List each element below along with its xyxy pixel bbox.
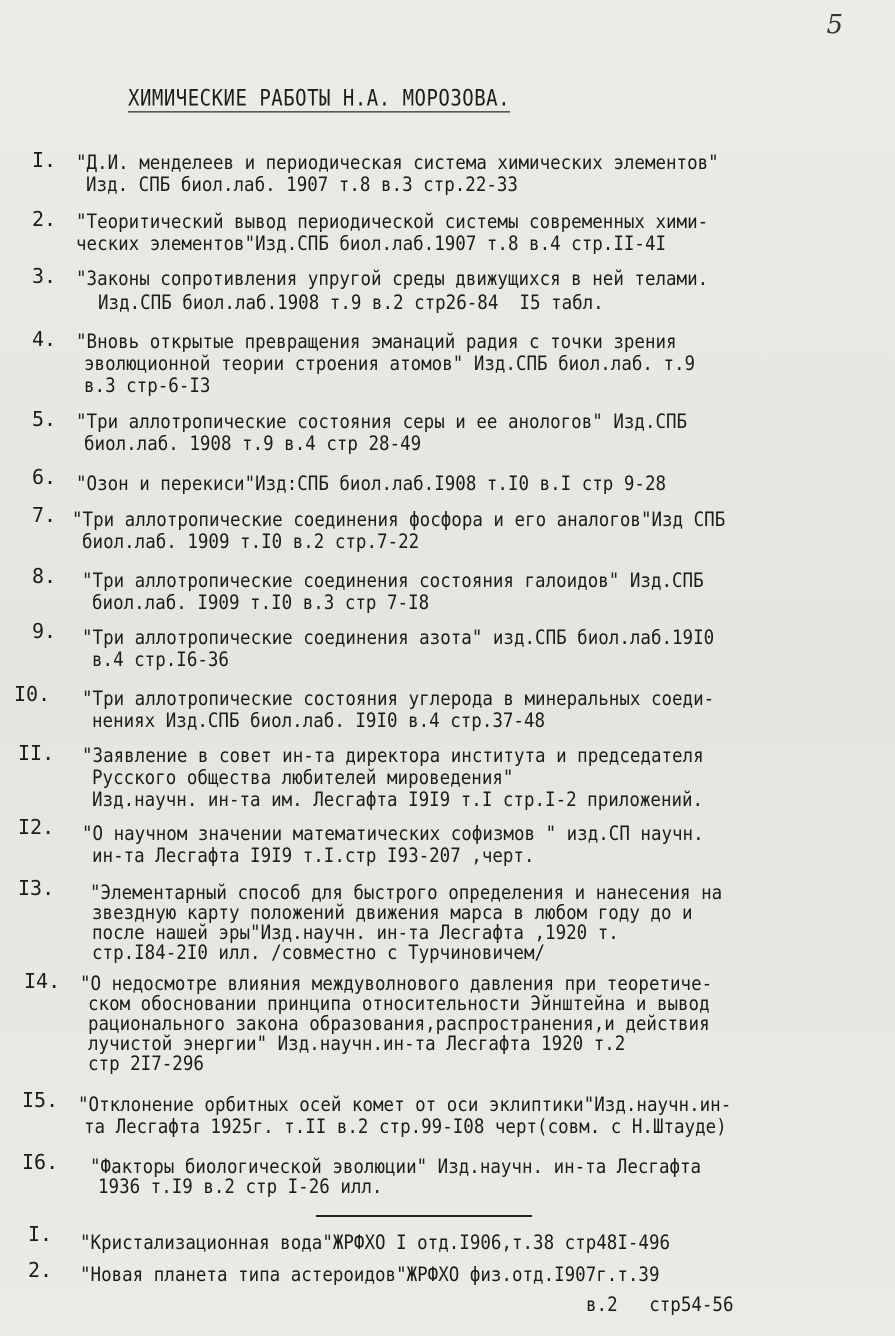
entry-line: "О недосмотре влияния междуволнового давления при теоретиче- [80,973,713,996]
entry-line: лучистой энергии" Изд.научн.ин-та Лесгафта 1920 т.2 [88,1033,626,1056]
entry-line: биол.лаб. 1908 т.9 в.4 стр 28-49 [84,433,422,456]
entry-number: 5. [32,407,57,431]
entry-line: ин-та Лесгафта I9I9 т.I.стр I93-207 ,черт. [92,845,535,868]
entry-line: "Новая планета типа астероидов"ЖРФХО физ.отд.I907г.т.39 [80,1264,660,1287]
entry-number: I3. [18,876,55,900]
entry-line: "Три аллотропические соединения фосфора и его аналогов"Изд СПБ [72,509,726,532]
entry-line: в.4 стр.I6-36 [92,649,229,672]
entry-line: 1936 т.I9 в.2 стр I-26 илл. [98,1176,383,1199]
entry-line: "Элементарный способ для быстрого определения и нанесения на [90,882,723,905]
entry-line: рационального закона образования,распространения,и действия [88,1013,710,1036]
entry-number: 4. [32,327,57,351]
entry-number: 6. [32,465,57,489]
entry-line: "Вновь открытые превращения эманаций радия с точки зрения [76,331,677,354]
entry-line: ческих элементов"Изд.СПБ биол.лаб.1907 т.8 в.4 стр.II-4I [76,233,667,256]
entry-number: I0. [14,682,51,706]
entry-line: Изд.научн. ин-та им. Лесгафта I9I9 т.I стр.I-2 приложений. [92,789,704,812]
entry-line: биол.лаб. 1909 т.I0 в.2 стр.7-22 [82,531,420,554]
entry-line: в.2 стр54-56 [586,1294,734,1317]
entry-line: "Три аллотропические состояния серы и ее анологов" Изд.СПБ [76,411,688,434]
entry-number: 8. [32,564,57,588]
entry-number: 9. [32,619,57,643]
entry-line: биол.лаб. I909 т.I0 в.3 стр 7-I8 [92,592,430,615]
entry-line: звездную карту положений движения марса в любом году до и [92,902,693,925]
entry-line: после нашей эры"Изд.научн. ин-та Лесгафта ,1920 т. [92,922,619,945]
entry-line: нениях Изд.СПБ биол.лаб. I9I0 в.4 стр.37-48 [92,710,546,733]
entry-line: "Д.И. менделеев и периодическая система химических элементов" [76,152,719,175]
entry-line: ском обосновании принципа относительности Эйнштейна и вывод [88,993,710,1016]
entry-number: 2. [32,207,57,231]
entry-line: стр.I84-2I0 илл. /совместно с Турчиновичем/ [92,942,546,965]
page-title: ХИМИЧЕСКИЕ РАБОТЫ Н.А. МОРОЗОВА. [128,86,511,112]
entry-line: в.3 стр-6-I3 [84,375,211,398]
entry-line: "Озон и перекиси"Изд:СПБ биол.лаб.I908 т.I0 в.I стр 9-28 [76,473,667,496]
entry-line: "Факторы биологической эволюции" Изд.научн. ин-та Лесгафта [90,1156,702,1179]
entry-line: Изд. СПБ биол.лаб. 1907 т.8 в.3 стр.22-33 [86,174,518,197]
entry-number: I4. [24,969,61,993]
entry-number: I2. [18,815,55,839]
entry-line: Изд.СПБ биол.лаб.1908 т.9 в.2 стр26-84 I5 табл. [98,292,604,315]
entry-line: эволюционной теории строения атомов" Изд.СПБ биол.лаб. т.9 [84,353,696,376]
entry-number: 7. [32,503,57,527]
entry-number: 3. [32,264,57,288]
entry-line: "О научном значении математических софизмов " изд.СП научн. [82,823,704,846]
entry-number: II. [18,741,55,765]
page-number: 5 [826,10,843,40]
entry-line: "Законы сопротивления упругой среды движущихся в ней телами. [76,268,709,291]
entry-number: I. [28,1222,53,1246]
entry-number: I6. [22,1150,59,1174]
entry-line: "Кристализационная вода"ЖРФХО I отд.I906,т.38 стр48I-496 [80,1232,671,1255]
entry-number: I. [32,148,57,172]
entry-line: Русского общества любителей мироведения" [92,767,514,790]
entry-line: "Теоритический вывод периодической системы современных хими- [76,211,709,234]
entry-line: "Отклонение орбитных осей комет от оси эклиптики"Изд.научн.ин- [78,1094,732,1117]
entry-number: I5. [22,1088,59,1112]
entry-line: "Заявление в совет ин-та директора института и председателя [82,745,704,768]
section-divider [316,1215,532,1217]
entry-line: та Лесгафта 1925г. т.II в.2 стр.99-I08 черт(совм. с Н.Штауде) [84,1116,727,1139]
entry-line: "Три аллотропические соединения азота" изд.СПБ биол.лаб.19I0 [82,627,715,650]
entry-line: "Три аллотропические состояния углерода в минеральных соеди- [82,688,715,711]
entry-line: "Три аллотропические соединения состояния галоидов" Изд.СПБ [82,570,704,593]
entry-number: 2. [28,1258,53,1282]
entry-line: стр 2I7-296 [88,1053,204,1076]
